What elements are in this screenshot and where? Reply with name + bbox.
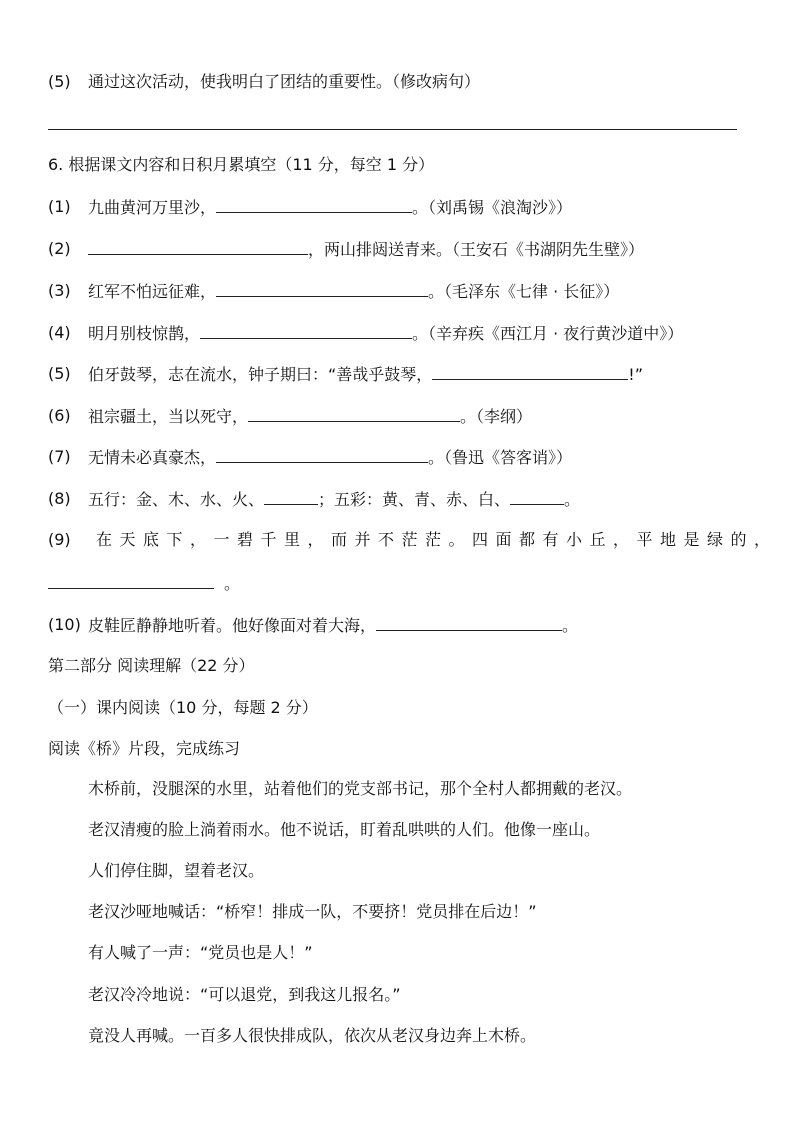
fill-item-2 — [0, 237, 793, 261]
fill-blank[interactable] — [376, 613, 562, 631]
item-text-end: 。 — [564, 490, 581, 509]
fill-item-1 — [0, 195, 793, 219]
item-source: ，两山排闼送青来。（王安石《书湖阴先生壁》） — [308, 240, 645, 259]
section-title: 6. 根据课文内容和日积月累填空（11 分，每空 1 分） — [48, 155, 435, 174]
part-2-subsection — [0, 696, 793, 720]
fill-item-6 — [0, 404, 793, 428]
answer-line[interactable] — [48, 129, 737, 130]
item-number: (10) — [48, 615, 81, 634]
paragraph-text: 木桥前，没腿深的水里，站着他们的党支部书记，那个全村人都拥戴的老汉。 — [88, 779, 633, 798]
item-text: 在天底下，一碧千里，而并不茫茫。四面都有小丘，平地是绿的， — [96, 530, 778, 549]
fill-blank[interactable] — [264, 487, 318, 505]
item-text: 九曲黄河万里沙， — [88, 198, 217, 217]
passage-paragraph — [0, 818, 793, 842]
section-6-title — [0, 153, 793, 177]
fill-item-9 — [0, 528, 793, 552]
item-text-mid: ；五彩：黄、青、赤、白、 — [318, 490, 511, 509]
passage-paragraph — [0, 859, 793, 883]
fill-item-10 — [0, 613, 793, 637]
subsection-title: （一）课内阅读（10 分，每题 2 分） — [48, 698, 318, 717]
paragraph-text: 老汉清瘦的脸上淌着雨水。他不说话，盯着乱哄哄的人们。他像一座山。 — [88, 820, 601, 839]
item-number: (3) — [48, 281, 71, 300]
fill-item-3 — [0, 279, 793, 303]
item-source: 。（李纲） — [460, 407, 533, 426]
item-source: 。（鲁迅《答客诮》） — [428, 448, 573, 467]
item-text-end: !” — [628, 365, 643, 384]
item-number: (8) — [48, 489, 71, 508]
item-text: 祖宗疆土，当以死守， — [88, 407, 249, 426]
fill-item-8 — [0, 487, 793, 511]
item-text: 无情未必真豪杰， — [88, 448, 217, 467]
fill-blank[interactable] — [432, 362, 628, 380]
item-text: 明月别枝惊鹊， — [88, 324, 201, 343]
paragraph-text: 有人喊了一声：“党员也是人！” — [88, 943, 313, 962]
item-number: (5) — [48, 364, 71, 383]
item-number: (1) — [48, 197, 71, 216]
paragraph-text: 老汉沙哑地喊话：“桥窄！排成一队，不要挤！党员排在后边！” — [88, 902, 537, 921]
fill-blank[interactable] — [248, 404, 460, 422]
fill-blank[interactable] — [88, 237, 308, 255]
fill-item-4 — [0, 321, 793, 345]
fill-item-7 — [0, 445, 793, 469]
passage-paragraph — [0, 777, 793, 801]
paragraph-text: 竟没人再喊。一百多人很快排成队，依次从老汉身边奔上木桥。 — [88, 1026, 537, 1045]
part-2-title — [0, 654, 793, 678]
item-text-end: 。 — [224, 574, 241, 593]
fill-blank[interactable] — [510, 487, 564, 505]
question-number: (5) — [48, 72, 71, 91]
item-number: (2) — [48, 239, 71, 258]
passage-paragraph — [0, 900, 793, 924]
item-text: 红军不怕远征难， — [88, 282, 217, 301]
item-source: 。（刘禹锡《浪淘沙》） — [412, 198, 573, 217]
item-source: 。（毛泽东《七律 · 长征》） — [428, 282, 620, 301]
item-number: (7) — [48, 447, 71, 466]
item-text-end: 。 — [562, 616, 579, 635]
item-number: (6) — [48, 406, 71, 425]
part-title: 第二部分 阅读理解（22 分） — [48, 656, 255, 675]
item-text: 伯牙鼓琴，志在流水，钟子期曰：“善哉乎鼓琴， — [88, 365, 433, 384]
fill-blank[interactable] — [216, 279, 428, 297]
passage-paragraph — [0, 941, 793, 965]
fill-blank[interactable] — [216, 445, 428, 463]
instruction-text: 阅读《桥》片段，完成练习 — [48, 739, 241, 758]
paragraph-text: 人们停住脚，望着老汉。 — [88, 861, 265, 880]
rewrite-question — [0, 70, 793, 94]
question-text: 通过这次活动，使我明白了团结的重要性。（修改病句） — [88, 72, 481, 91]
item-number: (9) — [48, 530, 71, 549]
fill-blank[interactable] — [48, 571, 214, 589]
fill-item-9-continued — [0, 571, 793, 595]
passage-paragraph — [0, 983, 793, 1007]
item-text: 五行：金、木、水、火、 — [88, 490, 265, 509]
paragraph-text: 老汉冷冷地说：“可以退党，到我这儿报名。” — [88, 985, 401, 1004]
item-number: (4) — [48, 323, 71, 342]
fill-blank[interactable] — [216, 195, 412, 213]
passage-paragraph — [0, 1024, 793, 1048]
item-text: 皮鞋匠静静地听着。他好像面对着大海， — [88, 616, 377, 635]
item-source: 。（辛弃疾《西江月 · 夜行黄沙道中》） — [412, 324, 684, 343]
fill-blank[interactable] — [200, 321, 412, 339]
fill-item-5 — [0, 362, 793, 386]
reading-instruction — [0, 737, 793, 761]
